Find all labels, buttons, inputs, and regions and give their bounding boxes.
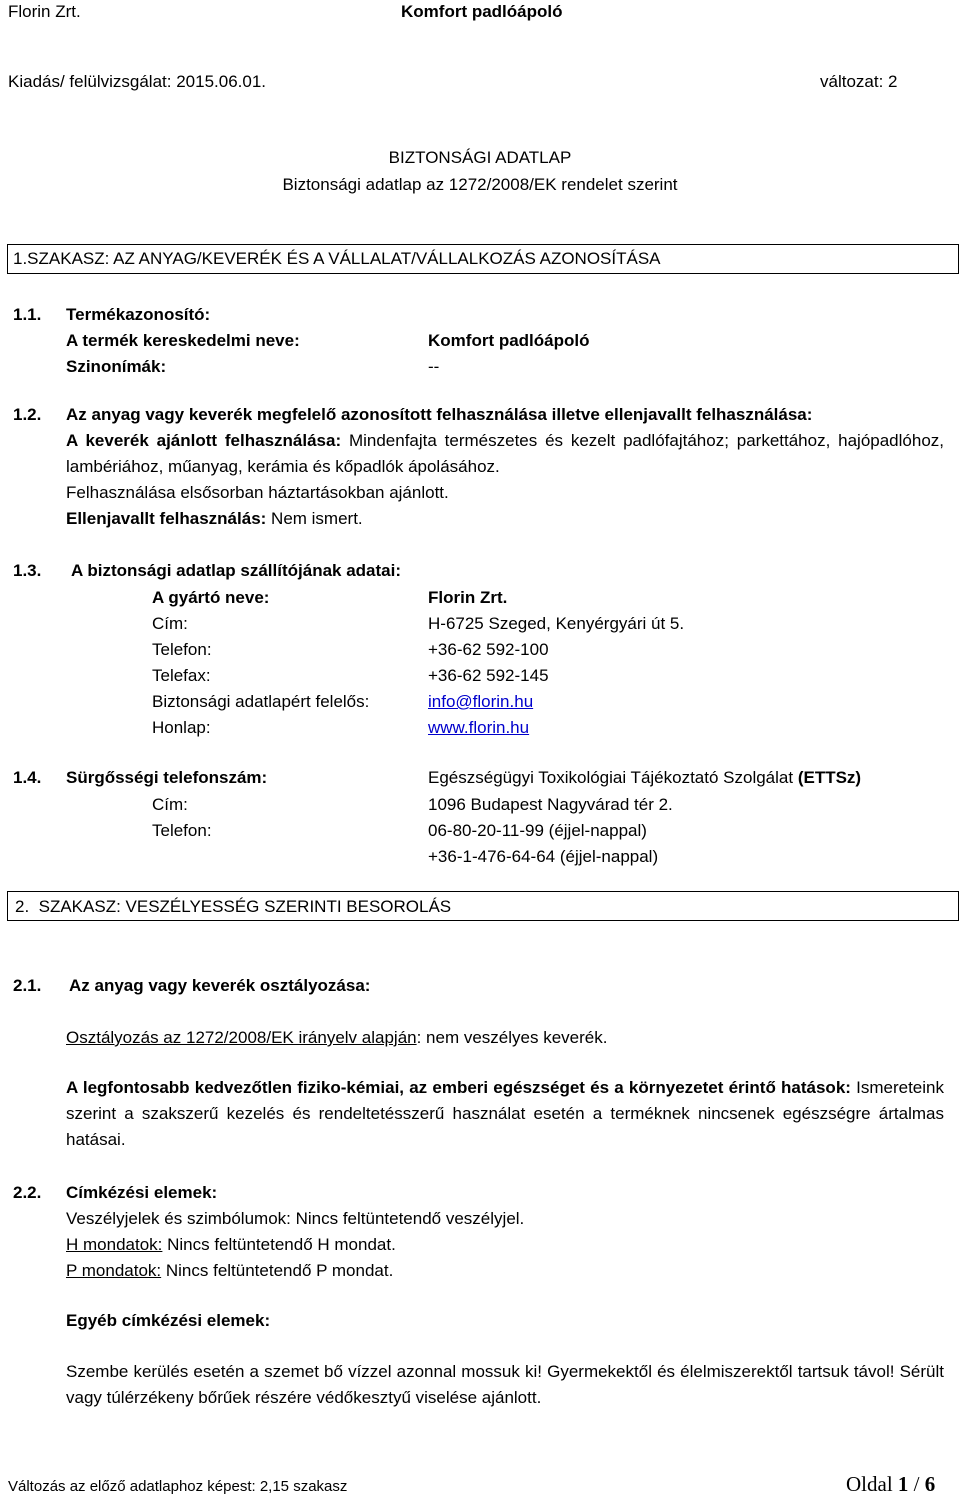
trade-name-value: Komfort padlóápoló <box>428 331 590 350</box>
website-label: Honlap: <box>152 718 211 737</box>
p-statements-text: Nincs feltüntetendő P mondat. <box>161 1261 394 1280</box>
emergency-phone-1: 06-80-20-11-99 (éjjel-nappal) <box>428 821 647 840</box>
address-value: H-6725 Szeged, Kenyérgyári út 5. <box>428 614 685 633</box>
maker-value: Florin Zrt. <box>428 588 508 607</box>
emergency-org-abbr: (ETTSz) <box>797 768 862 787</box>
fax-label: Telefax: <box>152 666 211 685</box>
s12-number: 1.2. <box>13 405 42 424</box>
page-indicator <box>846 1472 935 1497</box>
fax-value: +36-62 592-145 <box>428 666 549 685</box>
responsible-email-link[interactable]: info@florin.hu <box>428 692 534 711</box>
p-statements <box>66 1261 393 1281</box>
s21-title: Az anyag vagy keverék osztályozása: <box>69 976 371 995</box>
contraindicated-value: Nem ismert. <box>266 509 363 528</box>
recommended-use <box>66 428 944 480</box>
footer-change-note: Változás az előző adatlaphoz képest: 2,15 szakasz <box>8 1478 348 1495</box>
classification <box>66 1028 607 1048</box>
emergency-address-label: Cím: <box>152 795 188 814</box>
p-statements-label: P mondatok: <box>66 1261 162 1280</box>
section2-heading: 2. SZAKASZ: VESZÉLYESSÉG SZERINTI BESOROLÁS <box>15 897 452 916</box>
contraindicated-use <box>66 509 363 529</box>
s12-title: Az anyag vagy keverék megfelelő azonosított felhasználása illetve ellenjavallt felhasználása: <box>66 405 813 424</box>
header-product: Komfort padlóápoló <box>401 2 563 21</box>
issue-date: Kiadás/ felülvizsgálat: 2015.06.01. <box>8 72 267 91</box>
document-subtitle: Biztonsági adatlap az 1272/2008/EK rendelet szerint <box>282 175 678 194</box>
household-note: Felhasználása elsősorban háztartásokban ajánlott. <box>66 483 449 502</box>
effects-text: Ismereteink szerint a szakszerű kezelés és rendeltetésszerű használat esetén a terméknek nincsenek egészségre ártalmas hatásai. <box>66 1078 944 1149</box>
other-label-text: Szembe kerülés esetén a szemet bő vízzel azonnal mossuk ki! Gyermekektől és élelmiszerektől tartsuk távol! Sérült vagy túlérzékeny bőrűek részére védőkesztyű viselése ajánlott. <box>66 1362 944 1407</box>
classification-basis: Osztályozás az 1272/2008/EK irányelv alapján <box>66 1028 417 1047</box>
synonyms-value: -- <box>428 357 440 376</box>
s13-number: 1.3. <box>13 561 42 580</box>
s14-number: 1.4. <box>13 768 42 787</box>
section1-heading: 1.SZAKASZ: AZ ANYAG/KEVERÉK ÉS A VÁLLALAT/VÁLLALKOZÁS AZONOSÍTÁSA <box>13 249 661 268</box>
section1-heading-box <box>7 244 959 274</box>
version: változat: 2 <box>820 72 898 91</box>
trade-name-label: A termék kereskedelmi neve: <box>66 331 300 350</box>
s11-title: Termékazonosító: <box>66 305 211 324</box>
effects-paragraph <box>66 1075 944 1153</box>
responsible-label: Biztonsági adatlapért felelős: <box>152 692 370 711</box>
contraindicated-label: Ellenjavallt felhasználás: <box>66 509 267 528</box>
synonyms-label: Szinonímák: <box>66 357 167 376</box>
emergency-phone-label: Telefon: <box>152 821 212 840</box>
section2-heading-box <box>7 891 959 921</box>
emergency-org-name: Egészségügyi Toxikológiai Tájékoztató Szolgálat <box>428 768 798 787</box>
page-total: 6 <box>924 1472 936 1496</box>
page-current: 1 <box>897 1472 909 1496</box>
recommended-use-label: A keverék ajánlott felhasználása: <box>66 431 342 450</box>
h-statements <box>66 1235 396 1255</box>
s14-title: Sürgősségi telefonszám: <box>66 768 268 787</box>
s22-title: Címkézési elemek: <box>66 1183 218 1202</box>
s11-number: 1.1. <box>13 305 42 324</box>
effects-title: A legfontosabb kedvezőtlen fiziko-kémiai, az emberi egészséget és a környezetet érintő hatások: <box>66 1078 851 1097</box>
s21-number: 2.1. <box>13 976 42 995</box>
phone-label: Telefon: <box>152 640 212 659</box>
other-label-title: Egyéb címkézési elemek: <box>66 1311 271 1330</box>
emergency-phone-2: +36-1-476-64-64 (éjjel-nappal) <box>428 847 659 866</box>
document-title: BIZTONSÁGI ADATLAP <box>388 148 572 167</box>
emergency-org <box>428 768 861 788</box>
page-word: Oldal <box>846 1472 898 1496</box>
s22-number: 2.2. <box>13 1183 42 1202</box>
maker-label: A gyártó neve: <box>152 588 270 607</box>
website-link[interactable]: www.florin.hu <box>428 718 530 737</box>
classification-result: : nem veszélyes keverék. <box>416 1028 608 1047</box>
recommended-use-text: Mindenfajta természetes és kezelt padlófajtához; parkettához, hajópadlóhoz, lambériához, műanyag, kerámia és kőpadlók ápolásához. <box>66 431 945 476</box>
address-label: Cím: <box>152 614 188 633</box>
hazard-symbols: Veszélyjelek és szimbólumok: Nincs feltüntetendő veszélyjel. <box>66 1209 525 1228</box>
h-statements-text: Nincs feltüntetendő H mondat. <box>162 1235 396 1254</box>
header-company: Florin Zrt. <box>8 2 81 21</box>
emergency-address-value: 1096 Budapest Nagyvárad tér 2. <box>428 795 673 814</box>
s13-title: A biztonsági adatlap szállítójának adatai: <box>71 561 401 580</box>
page-separator: / <box>908 1472 925 1496</box>
phone-value: +36-62 592-100 <box>428 640 549 659</box>
h-statements-label: H mondatok: <box>66 1235 163 1254</box>
